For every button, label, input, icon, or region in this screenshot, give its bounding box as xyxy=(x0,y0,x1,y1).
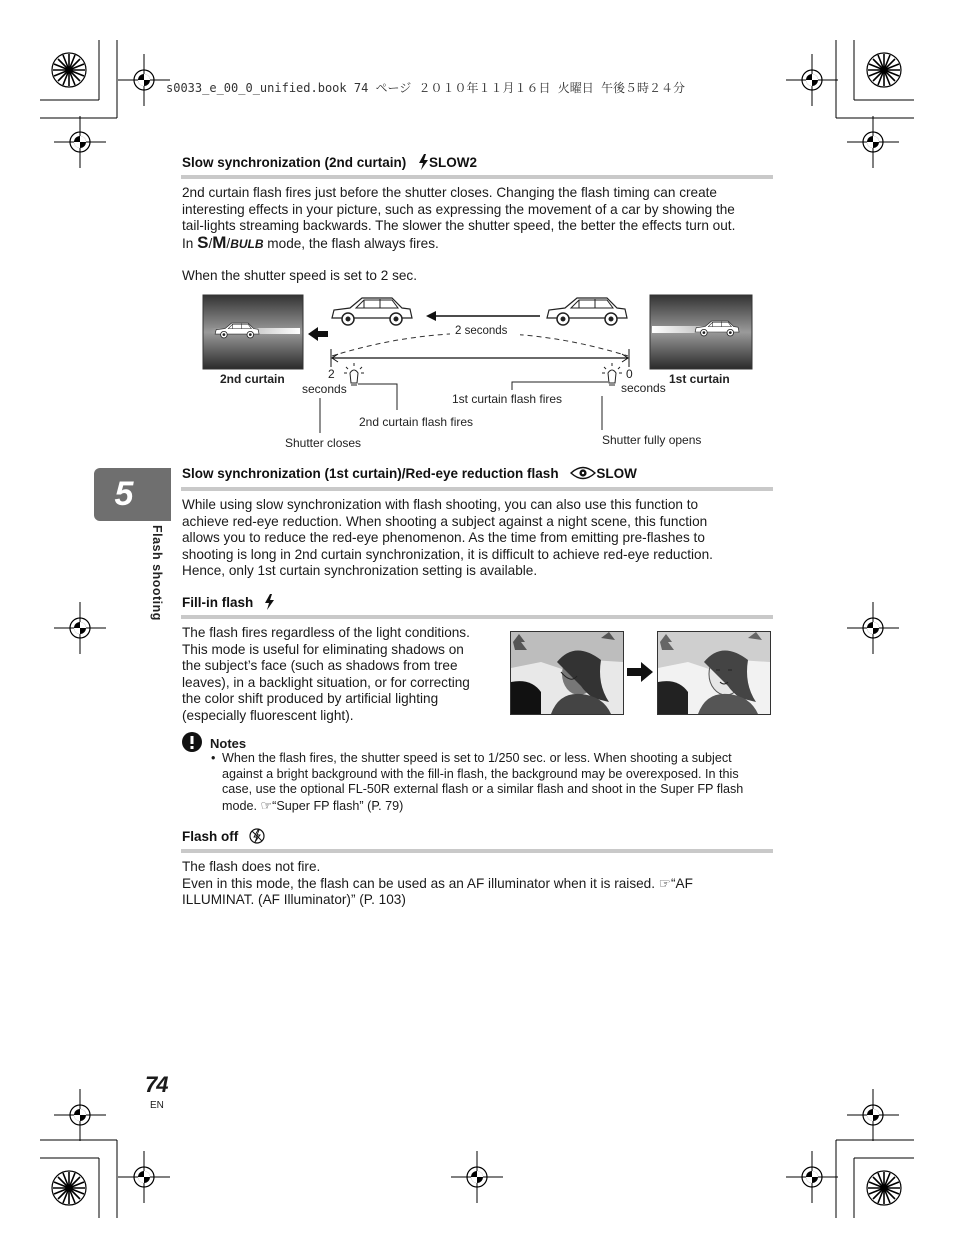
text-line: the color shift produced by artificial lighting xyxy=(182,691,439,707)
notes-title: Notes xyxy=(210,736,247,751)
paragraph-slow2 xyxy=(182,185,782,252)
text-line xyxy=(182,876,782,893)
section-title-text: Fill-in flash xyxy=(182,595,254,610)
text-line: • When the flash fires, the shutter speed is set to 1/250 sec. or less. When shooting a subject xyxy=(222,751,732,765)
label-second-curtain-fires: 2nd curtain flash fires xyxy=(359,415,474,429)
motion-arrow xyxy=(308,327,328,341)
arrow-right-icon xyxy=(627,662,653,682)
chapter-label: Flash shooting xyxy=(150,525,164,621)
text-line xyxy=(222,798,782,815)
text-line: interesting effects in your picture, such as expressing the movement of a car by showing the xyxy=(182,201,735,217)
text-span: In xyxy=(182,235,198,251)
text-line: ILLUMINAT. (AF Illuminator)” (P. 103) xyxy=(182,892,406,908)
left-unit: seconds xyxy=(302,382,347,396)
text-line: leaves), in a backlight situation, or for correcting xyxy=(182,674,470,690)
section-rule xyxy=(181,849,773,853)
text-line: shooting is long in 2nd curtain synchronization, it is difficult to achieve red-eye reduction. xyxy=(182,546,713,562)
text-line: Hence, only 1st curtain synchronization setting is available. xyxy=(182,563,538,579)
notes-warning-icon xyxy=(182,732,202,752)
section-title-text: Flash off xyxy=(182,829,239,844)
label-first-curtain-fires: 1st curtain flash fires xyxy=(452,392,563,406)
mode-label-slow2: SLOW2 xyxy=(429,155,478,170)
label-shutter-closes: Shutter closes xyxy=(285,436,362,450)
text-line: achieve red-eye reduction. When shooting a subject against a night scene, this function xyxy=(182,513,708,529)
section-title-slow2 xyxy=(182,154,477,170)
text-line: The flash does not fire. xyxy=(182,859,321,874)
fill-in-after-photo xyxy=(657,631,771,715)
section-title-fill xyxy=(182,594,275,610)
section-rule xyxy=(181,487,773,491)
text-line: This mode is useful for eliminating shadows on xyxy=(182,641,464,657)
label-shutter-opens: Shutter fully opens xyxy=(602,433,702,447)
text-span: mode, the flash always fires. xyxy=(263,235,439,251)
page-number: 74 xyxy=(145,1072,168,1097)
right-unit: seconds xyxy=(621,381,666,395)
section-title-text: Slow synchronization (2nd curtain) xyxy=(182,155,407,170)
right-count: 0 xyxy=(626,367,633,381)
flash-bulb-icon xyxy=(344,363,364,385)
language-code: EN xyxy=(150,1100,164,1111)
page-reference-icon: ☞ xyxy=(658,875,671,891)
first-curtain-photo xyxy=(650,295,752,369)
section-rule xyxy=(181,615,773,619)
section-rule xyxy=(181,175,773,179)
notes-body xyxy=(182,751,782,814)
label-first-curtain: 1st curtain xyxy=(669,372,730,386)
text-span: Even in this mode, the flash can be used as an AF illuminator when it is raised. xyxy=(182,875,659,891)
second-curtain-photo xyxy=(203,295,303,369)
text-line: case, use the optional FL-50R external flash or a similar flash and shoot in the Super FP flash xyxy=(222,782,744,797)
flash-icon xyxy=(418,154,429,170)
car-end xyxy=(332,298,412,325)
shutter-note: When the shutter speed is set to 2 sec. xyxy=(182,268,417,283)
paragraph-slow xyxy=(182,497,782,580)
reference-link[interactable]: “Super FP flash” (P. 79) xyxy=(272,798,404,813)
left-count: 2 xyxy=(328,367,335,381)
flash-off-icon xyxy=(249,828,265,844)
flash-icon xyxy=(264,594,275,610)
text-line: (especially fluorescent light). xyxy=(182,707,354,723)
mode-bulb-icon: BULB xyxy=(230,236,264,251)
text-line: tail-lights streaming backwards. The slower the shutter speed, the better the effects turn out. xyxy=(182,218,736,234)
section-title-slow xyxy=(182,466,637,481)
car-start xyxy=(547,298,627,325)
text-line: against a bright background with the fill-in flash, the background may be overexposed. In this xyxy=(222,766,739,781)
chapter-number: 5 xyxy=(114,475,134,513)
text-line: allows you to reduce the red-eye phenomenon. As the time from emitting pre-flashes to xyxy=(182,530,705,546)
section-title-text: Slow synchronization (1st curtain)/Red-eye reduction flash xyxy=(182,466,559,481)
text-line: While using slow synchronization with flash shooting, you can also use this function to xyxy=(182,497,699,512)
section-title-off xyxy=(182,828,265,844)
mode-line: In S/M/BULB mode, the flash always fires. xyxy=(182,232,439,252)
fill-in-before-photo xyxy=(510,631,624,715)
mode-m-icon: M xyxy=(212,232,227,252)
red-eye-icon xyxy=(570,466,596,480)
paragraph-off xyxy=(182,859,782,909)
diagram-two-seconds: 2 seconds xyxy=(455,325,508,337)
print-header: s0033_e_00_0_unified.book 74 ページ ２０１０年１１月１６日 火曜日 午後５時２４分 xyxy=(166,81,685,95)
reference-link[interactable]: “AF xyxy=(670,875,693,891)
text-line: 2nd curtain flash fires just before the shutter closes. Changing the flash timing can create xyxy=(182,185,717,200)
mode-label-slow: SLOW xyxy=(596,466,637,481)
text-span: mode. xyxy=(222,798,261,813)
notes-list xyxy=(182,751,782,814)
page-reference-icon: ☞ xyxy=(260,797,273,813)
mode-s-icon: S xyxy=(197,232,209,252)
paragraph-fill xyxy=(182,625,502,725)
label-second-curtain: 2nd curtain xyxy=(220,372,285,386)
notes-item xyxy=(182,751,782,814)
text-line: the subject’s face (such as shadows from tree xyxy=(182,658,458,674)
text-line: The flash fires regardless of the light conditions. xyxy=(182,625,470,640)
